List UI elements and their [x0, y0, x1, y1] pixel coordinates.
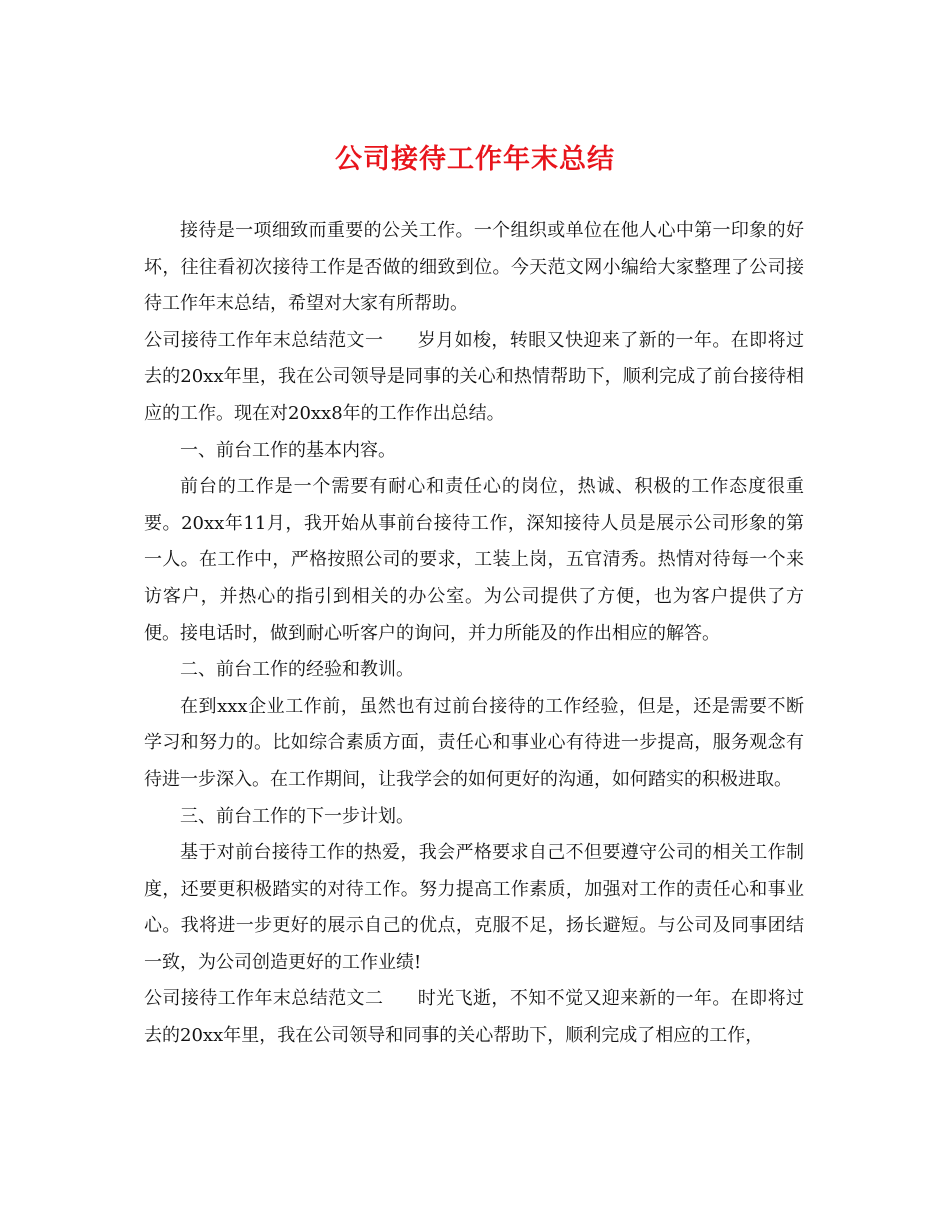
sample1-label: 公司接待工作年末总结范文一	[144, 329, 384, 351]
document-title: 公司接待工作年末总结	[335, 144, 615, 175]
sample2-text: 时光飞逝，不知不觉又迎来新的一年。在即将过去的20xx年里，我在公司领导和同事的关心帮助下，顺利完成了相应的工作，	[144, 988, 805, 1047]
section1-heading: 一、前台工作的基本内容。	[180, 439, 396, 461]
intro-paragraph: 接待是一项细致而重要的公关工作。一个组织或单位在他人心中第一印象的好坏，往往看初次接待工作是否做的细致到位。今天范文网小编给大家整理了公司接待工作年末总结，希望对大家有所帮助。	[144, 220, 804, 315]
sample1-text: 岁月如梭，转眼又快迎来了新的一年。在即将过去的20xx年里，我在公司领导是同事的关心和热情帮助下，顺利完成了前台接待相应的工作。现在对20xx8年的工作作出总结。	[144, 329, 805, 424]
document-body	[144, 213, 804, 1055]
sample2-label: 公司接待工作年末总结范文二	[144, 988, 384, 1010]
section3-heading: 三、前台工作的下一步计划。	[180, 805, 414, 827]
section1-paragraph: 前台的工作是一个需要有耐心和责任心的岗位，热诚、积极的工作态度很重要。20xx年11月，我开始从事前台接待工作，深知接待人员是展示公司形象的第一人。在工作中，严格按照公司的要求，工装上岗，五官清秀。热情对待每一个来访客户，并热心的指引到相关的办公室。为公司提供了方便，也为客户提供了方便。接电话时，做到耐心听客户的询问，并力所能及的作出相应的解答。	[144, 476, 804, 644]
section2-paragraph: 在到xxx企业工作前，虽然也有过前台接待的工作经验，但是，还是需要不断学习和努力的。比如综合素质方面，责任心和事业心有待进一步提高，服务观念有待进一步深入。在工作期间，让我学会的如何更好的沟通，如何踏实的积极进取。	[144, 695, 804, 790]
section2-heading: 二、前台工作的经验和教训。	[180, 659, 414, 681]
sample1-paragraph	[144, 323, 804, 433]
sample2-paragraph	[144, 981, 804, 1054]
section3-paragraph: 基于对前台接待工作的热爱，我会严格要求自己不但要遵守公司的相关工作制度，还要更积极踏实的对待工作。努力提高工作素质，加强对工作的责任心和事业心。我将进一步更好的展示自己的优点，克服不足，扬长避短。与公司及同事团结一致，为公司创造更好的工作业绩!	[144, 842, 804, 973]
